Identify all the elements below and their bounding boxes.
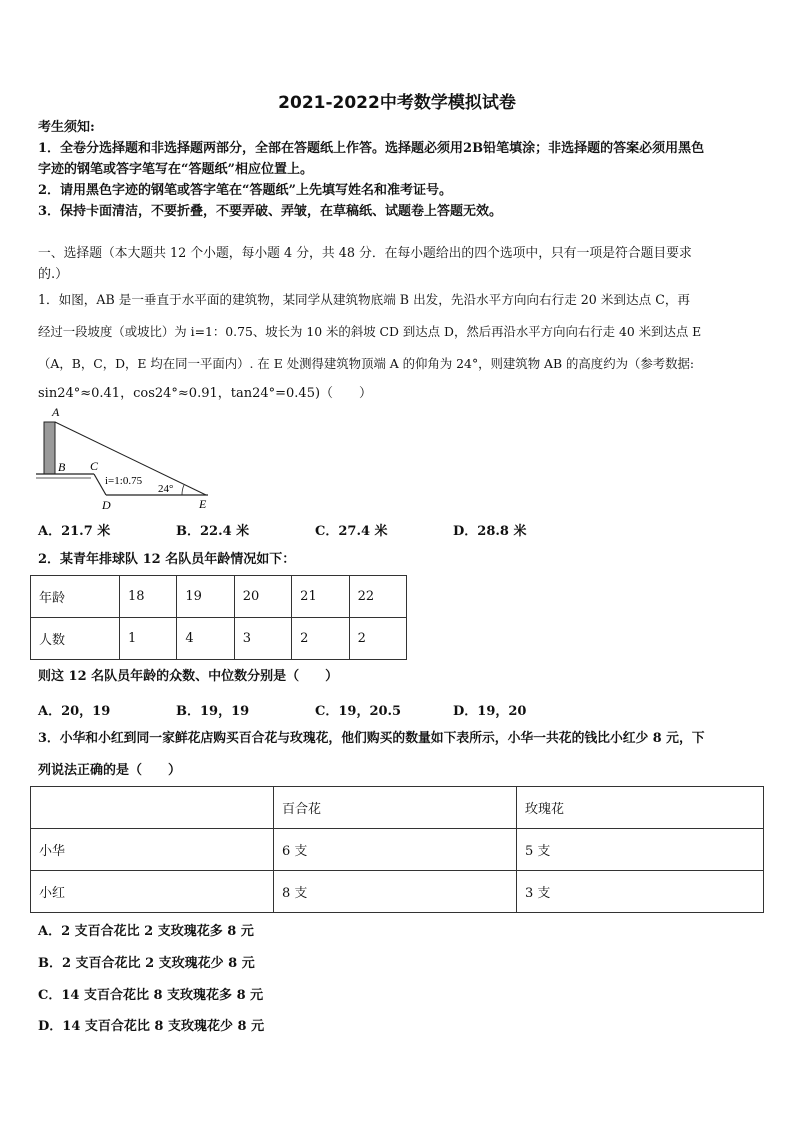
q1-stem: （A，B，C，D，E 均在同一平面内）. 在 E 处测得建筑物顶端 A 的仰角为 24°，则建筑物 AB 的高度约为（参考数据:: [38, 356, 695, 371]
table-cell: 3 支: [517, 871, 764, 913]
notice-line: 2．请用黑色字迹的钢笔或答字笔在“答题纸”上先填写姓名和准考证号。: [38, 183, 453, 198]
q3-option-d: D．14 支百合花比 8 支玫瑰花少 8 元: [38, 1019, 265, 1034]
notice-line: 字迹的钢笔或答字笔写在“答题纸”相应位置上。: [38, 162, 313, 177]
q3-option-c: C．14 支百合花比 8 支玫瑰花多 8 元: [38, 988, 264, 1003]
section-heading: 一、选择题（本大题共 12 个小题，每小题 4 分，共 48 分．在每小题给出的四个选项中，只有一项是符合题目要求: [38, 246, 692, 261]
slope-ratio-label: i=1:0.75: [105, 475, 143, 487]
q1-stem: 1．如图，AB 是一垂直于水平面的建筑物，某同学从建筑物底端 B 出发，先沿水平方向向右行走 20 米到达点 C，再: [38, 292, 691, 307]
page-title: 2021-2022中考数学模拟试卷: [278, 93, 516, 113]
q2-option-b: B．19，19: [176, 704, 250, 719]
table-cell: 22: [349, 576, 406, 618]
q1-option-a: A．21.7 米: [38, 524, 111, 539]
table-cell: 6 支: [274, 829, 517, 871]
table-row: [31, 576, 407, 618]
q3-stem: 列说法正确的是（ ）: [38, 763, 182, 778]
q1-option-b: B．22.4 米: [176, 524, 250, 539]
q3-flower-table: [30, 786, 764, 913]
angle-arc: [182, 485, 184, 495]
label-b: B: [58, 460, 66, 474]
table-row: [31, 618, 407, 660]
q1-stem: 经过一段坡度（或坡比）为 i=1：0.75、坡长为 10 米的斜坡 CD 到达点 D，然后再沿水平方向向右行走 40 米到达点 E: [38, 324, 702, 339]
q3-option-a: A．2 支百合花比 2 支玫瑰花多 8 元: [38, 924, 254, 939]
table-cell: 2: [292, 618, 349, 660]
table-row: [31, 871, 764, 913]
q3-stem: 3．小华和小红到同一家鲜花店购买百合花与玫瑰花，他们购买的数量如下表所示，小华一共花的钱比小红少 8 元，下: [38, 731, 705, 746]
table-cell: 3: [234, 618, 291, 660]
table-cell: 小华: [31, 829, 274, 871]
table-cell: 小红: [31, 871, 274, 913]
table-header: 百合花: [274, 787, 517, 829]
building-ab: [44, 422, 55, 474]
q1-option-d: D．28.8 米: [453, 524, 527, 539]
q1-slope-figure: [36, 404, 216, 512]
q2-option-a: A．20，19: [38, 704, 111, 719]
q2-age-table: [30, 575, 407, 660]
table-cell: 19: [177, 576, 234, 618]
table-cell: 2: [349, 618, 406, 660]
q2-option-d: D．19，20: [453, 704, 527, 719]
q2-option-c: C．19，20.5: [315, 704, 402, 719]
notice-line: 3．保持卡面清洁，不要折叠，不要弄破、弄皱，在草稿纸、试题卷上答题无效。: [38, 204, 503, 219]
table-cell: 人数: [31, 618, 120, 660]
table-cell: 20: [234, 576, 291, 618]
q1-stem: sin24°≈0.41，cos24°≈0.91，tan24°=0.45)（ ）: [38, 386, 373, 401]
table-cell: 4: [177, 618, 234, 660]
table-cell: 年龄: [31, 576, 120, 618]
table-row: [31, 829, 764, 871]
label-e: E: [199, 497, 207, 511]
table-header: 玫瑰花: [517, 787, 764, 829]
section-heading-cont: 的.）: [38, 267, 69, 282]
table-cell: [31, 787, 274, 829]
label-c: C: [90, 459, 99, 473]
q2-question: 则这 12 名队员年龄的众数、中位数分别是（ ）: [38, 669, 339, 684]
notice-line: 1．全卷分选择题和非选择题两部分，全部在答题纸上作答。选择题必须用2B铅笔填涂；非选择题的答案必须用黑色: [38, 141, 705, 156]
table-cell: 8 支: [274, 871, 517, 913]
table-cell: 18: [120, 576, 177, 618]
angle-label: 24°: [158, 483, 174, 495]
table-cell: 21: [292, 576, 349, 618]
table-cell: 1: [120, 618, 177, 660]
table-header-row: [31, 787, 764, 829]
label-a: A: [52, 405, 60, 419]
table-cell: 5 支: [517, 829, 764, 871]
q1-option-c: C．27.4 米: [315, 524, 388, 539]
q2-stem: 2．某青年排球队 12 名队员年龄情况如下：: [38, 552, 296, 567]
notice-heading: 考生须知:: [38, 120, 95, 135]
label-d: D: [102, 498, 111, 512]
q3-option-b: B．2 支百合花比 2 支玫瑰花少 8 元: [38, 956, 255, 971]
